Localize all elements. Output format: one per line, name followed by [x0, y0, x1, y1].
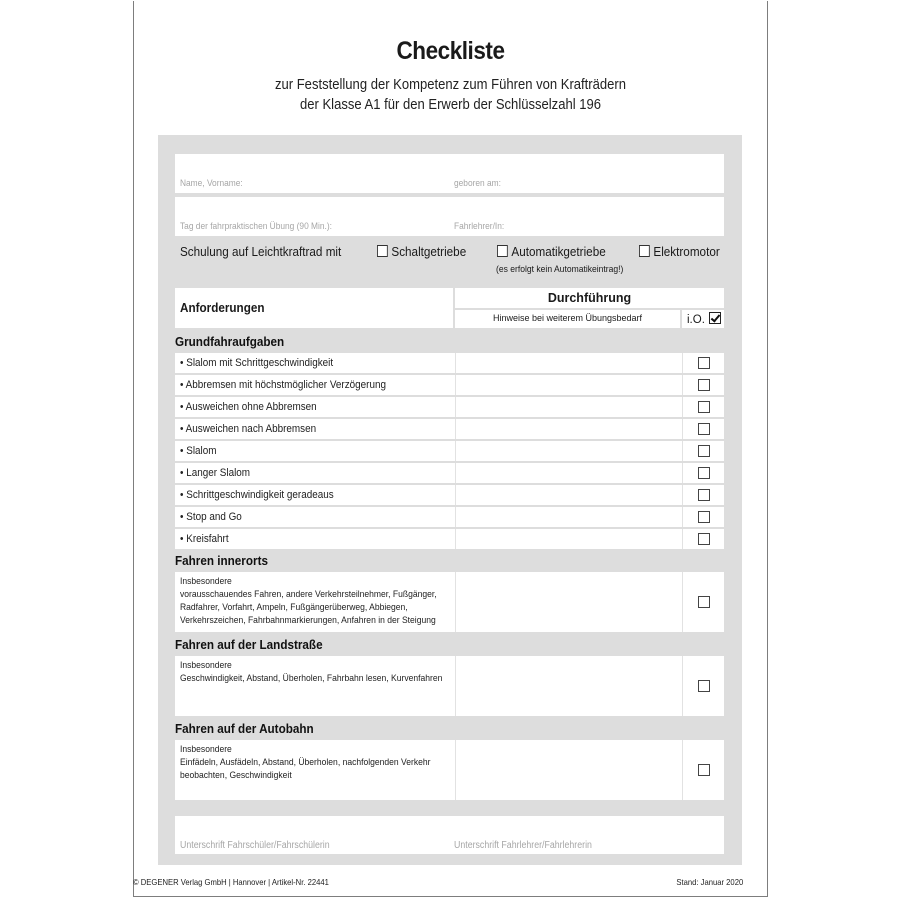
table-row — [175, 656, 724, 716]
automatic-note: (es erfolgt kein Automatikeintrag!) — [496, 264, 624, 275]
ok-cell — [682, 397, 724, 417]
requirement-label: • Langer Slalom — [180, 467, 251, 479]
ok-checkbox[interactable] — [698, 423, 710, 435]
training-label: Schulung auf Leichtkraftrad mit — [180, 244, 342, 259]
requirement-label: • Kreisfahrt — [180, 533, 229, 545]
notes-cell[interactable] — [455, 375, 681, 395]
notes-cell[interactable] — [455, 507, 681, 527]
table-row — [175, 485, 724, 505]
ok-checkbox[interactable] — [698, 379, 710, 391]
requirement-cell — [175, 375, 453, 395]
ok-heading — [687, 312, 721, 326]
desc-line: Radfahrer, Vorfahrt, Ampeln, Fußgängerüberweg, Abbiegen, — [180, 602, 408, 613]
ok-checkbox[interactable] — [698, 445, 710, 457]
notes-cell[interactable] — [455, 463, 681, 483]
ok-checkbox[interactable] — [698, 357, 710, 369]
section-title: Fahren auf der Landstraße — [175, 637, 323, 652]
notes-cell[interactable] — [455, 656, 681, 716]
ok-checkbox[interactable] — [698, 511, 710, 523]
notes-cell[interactable] — [455, 441, 681, 461]
header-ok — [682, 310, 724, 328]
table-row — [175, 507, 724, 527]
notes-cell[interactable] — [455, 353, 681, 373]
ok-checkbox[interactable] — [698, 489, 710, 501]
page-title: Checkliste — [396, 37, 505, 65]
checkbox-automatikgetriebe[interactable] — [497, 245, 508, 257]
section-title: Fahren innerorts — [175, 553, 268, 568]
page-subtitle — [166, 75, 736, 115]
subtitle-line-2: der Klasse A1 für den Erwerb der Schlüsselzahl 196 — [299, 97, 602, 113]
desc-line: Insbesondere — [180, 744, 232, 755]
notes-cell[interactable] — [455, 419, 681, 439]
notes-cell[interactable] — [455, 485, 681, 505]
subtitle-line-1: zur Feststellung der Kompetenz zum Führen von Krafträdern — [274, 77, 627, 93]
ok-cell — [682, 656, 724, 716]
desc-line: Verkehrszeichen, Fahrbahnmarkierungen, Anfahren in der Steigung — [180, 615, 436, 626]
ok-cell — [682, 463, 724, 483]
option-label: Elektromotor — [653, 244, 720, 259]
requirement-label: • Ausweichen ohne Abbremsen — [180, 401, 317, 413]
ok-cell — [682, 485, 724, 505]
requirement-desc — [180, 575, 437, 627]
checklist-page — [133, 1, 768, 897]
instructor-signature-label: Unterschrift Fahrlehrer/Fahrlehrerin — [454, 840, 592, 851]
checked-box-icon — [709, 312, 721, 324]
ok-checkbox[interactable] — [698, 596, 710, 608]
desc-line: vorausschauendes Fahren, andere Verkehrsteilnehmer, Fußgänger, — [180, 589, 437, 600]
ok-checkbox[interactable] — [698, 764, 710, 776]
table-row — [175, 419, 724, 439]
ok-checkbox[interactable] — [698, 533, 710, 545]
checkbox-schaltgetriebe[interactable] — [377, 245, 388, 257]
ok-cell — [682, 353, 724, 373]
header-requirements — [175, 288, 453, 328]
table-row — [175, 441, 724, 461]
ok-cell — [682, 375, 724, 395]
header-execution — [455, 288, 724, 308]
requirement-desc — [180, 659, 442, 685]
ok-checkbox[interactable] — [698, 680, 710, 692]
table-row — [175, 572, 724, 632]
requirement-cell — [175, 441, 453, 461]
option-schaltgetriebe[interactable] — [377, 244, 466, 259]
desc-line: Einfädeln, Ausfädeln, Abstand, Überholen, nachfolgenden Verkehr — [180, 757, 431, 768]
desc-line: Geschwindigkeit, Abstand, Überholen, Fahrbahn lesen, Kurvenfahren — [180, 673, 443, 684]
desc-line: Insbesondere — [180, 660, 232, 671]
option-label: Automatikgetriebe — [511, 244, 606, 259]
notes-cell[interactable] — [455, 397, 681, 417]
ok-cell — [682, 441, 724, 461]
table-row — [175, 529, 724, 549]
ok-cell — [682, 507, 724, 527]
notes-cell[interactable] — [455, 740, 681, 800]
requirement-label: • Abbremsen mit höchstmöglicher Verzögerung — [180, 379, 386, 391]
notes-cell[interactable] — [455, 529, 681, 549]
checkbox-elektromotor[interactable] — [639, 245, 650, 257]
requirement-label: • Ausweichen nach Abbremsen — [180, 423, 317, 435]
ok-cell — [682, 740, 724, 800]
instructor-label: Fahrlehrer/In: — [454, 221, 505, 232]
ok-cell — [682, 529, 724, 549]
table-row — [175, 463, 724, 483]
requirement-cell — [175, 353, 453, 373]
signature-field[interactable] — [175, 816, 724, 854]
name-label: Name, Vorname: — [180, 178, 243, 189]
requirement-cell — [175, 485, 453, 505]
requirement-cell — [175, 419, 453, 439]
requirement-cell — [175, 507, 453, 527]
name-birth-field[interactable] — [175, 154, 724, 193]
option-elektromotor[interactable] — [639, 244, 720, 259]
requirement-cell — [175, 463, 453, 483]
ok-label: i.O. — [687, 314, 705, 326]
date-instructor-field[interactable] — [175, 197, 724, 236]
notes-cell[interactable] — [455, 572, 681, 632]
desc-line: Insbesondere — [180, 576, 232, 587]
table-row — [175, 397, 724, 417]
birth-label: geboren am: — [454, 178, 501, 189]
option-label: Schaltgetriebe — [391, 244, 467, 259]
option-automatikgetriebe[interactable] — [497, 244, 606, 259]
footer-publisher-text: © DEGENER Verlag GmbH | Hannover | Artikel-Nr. 22441 — [133, 877, 329, 887]
requirement-cell — [175, 572, 453, 632]
requirement-label: • Stop and Go — [180, 511, 242, 523]
student-signature-label: Unterschrift Fahrschüler/Fahrschülerin — [180, 840, 330, 851]
footer-publisher — [133, 877, 329, 887]
ok-checkbox[interactable] — [698, 401, 710, 413]
requirement-desc — [180, 743, 431, 782]
desc-line: beobachten, Geschwindigkeit — [180, 770, 292, 781]
requirements-heading: Anforderungen — [180, 300, 265, 315]
table-row — [175, 353, 724, 373]
ok-checkbox[interactable] — [698, 467, 710, 479]
execution-heading: Durchführung — [547, 291, 632, 305]
date-label: Tag der fahrpraktischen Übung (90 Min.): — [180, 221, 332, 232]
table-row — [175, 740, 724, 800]
requirement-label: • Slalom mit Schrittgeschwindigkeit — [180, 357, 334, 369]
requirement-cell — [175, 740, 453, 800]
requirement-label: • Slalom — [180, 445, 217, 457]
requirement-cell — [175, 656, 453, 716]
ok-cell — [682, 419, 724, 439]
requirement-label: • Schrittgeschwindigkeit geradeaus — [180, 489, 334, 501]
section-title: Fahren auf der Autobahn — [175, 721, 314, 736]
notes-heading: Hinweise bei weiterem Übungsbedarf — [492, 313, 643, 323]
form-panel — [158, 135, 742, 865]
header-notes — [455, 310, 680, 328]
requirement-cell — [175, 529, 453, 549]
requirement-cell — [175, 397, 453, 417]
section-title: Grundfahraufgaben — [175, 334, 285, 349]
table-row — [175, 375, 724, 395]
footer-date: Stand: Januar 2020 — [676, 877, 743, 887]
ok-cell — [682, 572, 724, 632]
